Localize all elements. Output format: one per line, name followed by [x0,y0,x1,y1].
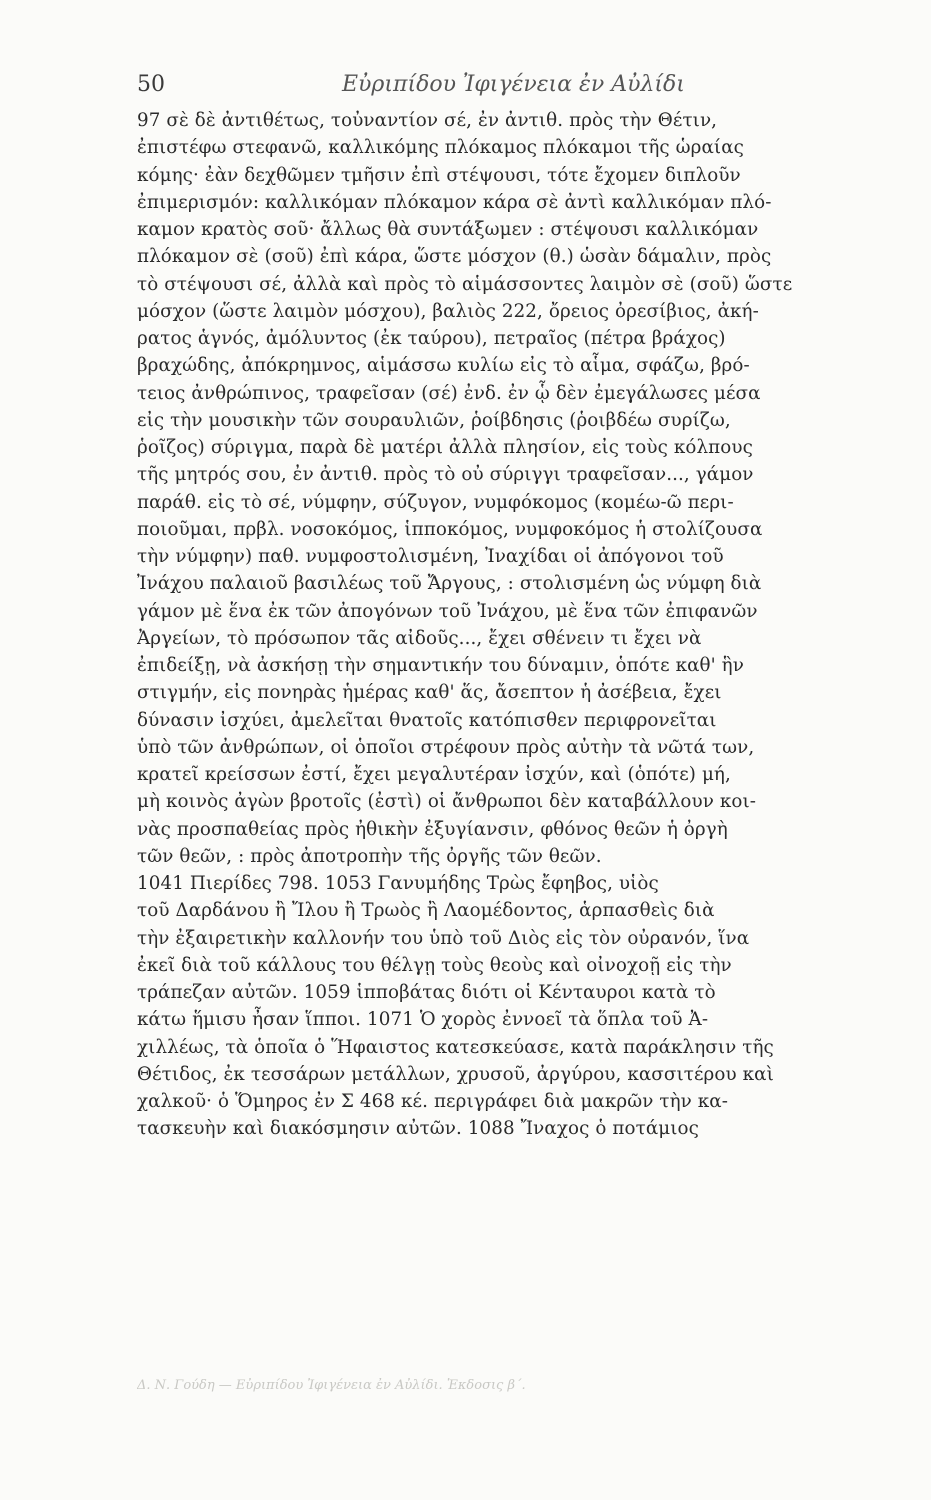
text-line: ἐπιμερισμόν: καλλικόμαν πλόκαμον κάρα σὲ ἀντὶ καλλικόμαν πλό- [137,191,772,213]
text-line: μόσχον (ὥστε λαιμὸν μόσχου), βαλιὸς 222, ὄρειος ὀρεσίβιος, ἀκή- [137,300,759,322]
text-line: τειος ἀνθρώπινος, τραφεῖσαν (σέ) ἐνδ. ἐν ᾧ δὲν ἐμεγάλωσες μέσα [137,382,761,404]
text-line: βραχώδης, ἀπόκρημνος, αἱμάσσω κυλίω εἰς τὸ αἷμα, σφάζω, βρό- [137,355,750,377]
text-line: ῥοῖζος) σύριγμα, παρὰ δὲ ματέρι ἀλλὰ πλησίον, εἰς τοὺς κόλπους [137,437,753,458]
text-line: χιλλέως, τὰ ὁποῖα ὁ Ἥφαιστος κατεσκεύασε, κατὰ παράκλησιν τῆς [137,1036,774,1058]
text-line: ἐπιστέφω στεφανῶ, καλλικόμης πλόκαμος πλόκαμοι τῆς ὡραίας [137,137,744,159]
text-line: χαλκοῦ· ὁ Ὅμηρος ἐν Σ 468 κέ. περιγράφει διὰ μακρῶν τὴν κα- [137,1091,729,1112]
running-title: Εὐριπίδου Ἰφιγένεια ἐν Αὐλίδι [342,72,685,97]
text-line: καμον κρατὸς σοῦ· ἄλλως θὰ συντάξωμεν : στέψουσι καλλικόμαν [137,219,759,240]
text-line: 97 σὲ δὲ ἀντιθέτως, τοὐναντίον σέ, ἐν ἀντιθ. πρὸς τὴν Θέτιν, [137,110,718,131]
text-line: Θέτιδος, ἐκ τεσσάρων μετάλλων, χρυσοῦ, ἀργύρου, κασσιτέρου καὶ [137,1063,774,1085]
text-line: τὸ στέψουσι σέ, ἀλλὰ καὶ πρὸς τὸ αἱμάσσοντες λαιμὸν σὲ (σοῦ) ὥστε [137,273,793,295]
text-line: κάτω ἥμισυ ἦσαν ἵπποι. 1071 Ὁ χορὸς ἐννοεῖ τὰ ὅπλα τοῦ Ἀ- [137,1009,709,1031]
bleed-through-text: Δ. Ν. Γούδη — Εὐριπίδου Ἰφιγένεια ἐν Αὐλίδι. Ἐκδοσις β΄. [137,1378,526,1393]
text-line: κρατεῖ κρείσσων ἐστί, ἔχει μεγαλυτέραν ἰσχύν, καὶ (ὁπότε) μή, [137,764,731,785]
text-line: ποιοῦμαι, πρβλ. νοσοκόμος, ἱπποκόμος, νυμφοκόμος ἡ στολίζουσα [137,518,763,540]
text-line: νὰς προσπαθείας πρὸς ἠθικὴν ἐξυγίανσιν, φθόνος θεῶν ἡ ὀργὴ [137,818,728,840]
text-line: Ἀργείων, τὸ πρόσωπον τᾶς αἰδοῦς..., ἔχει σθένειν τι ἔχει νὰ [137,627,702,649]
text-line: μὴ κοινὸς ἀγὼν βροτοῖς (ἐστὶ) οἱ ἄνθρωποι δὲν καταβάλλουν κοι- [137,791,757,813]
text-line: ἐκεῖ διὰ τοῦ κάλλους του θέλγῃ τοὺς θεοὺς καὶ οἰνοχοῇ εἰς τὴν [137,954,732,976]
text-line: παράθ. εἰς τὸ σέ, νύμφην, σύζυγον, νυμφόκομος (κομέω-ῶ περι- [137,491,734,513]
text-line: τασκευὴν καὶ διακόσμησιν αὐτῶν. 1088 Ἴναχος ὁ ποτάμιος [137,1118,699,1140]
text-line: ἐπιδείξῃ, νὰ ἀσκήσῃ τὴν σημαντικήν του δύναμιν, ὁπότε καθ' ἣν [137,655,744,676]
text-line: κόμης· ἐὰν δεχθῶμεν τμῆσιν ἐπὶ στέψουσι, τότε ἔχομεν διπλοῦν [137,164,741,186]
text-line: εἰς τὴν μουσικὴν τῶν σουραυλιῶν, ῥοίβδησις (ῥοιβδέω συρίζω, [137,409,731,431]
text-line: τῆς μητρός σου, ἐν ἀντιθ. πρὸς τὸ οὐ σύριγγι τραφεῖσαν..., γάμον [137,464,754,486]
page-header [137,60,851,100]
text-line: τὴν νύμφην) παθ. νυμφοστολισμένη, Ἰναχίδαι οἱ ἀπόγονοι τοῦ [137,546,724,567]
text-line: τοῦ Δαρδάνου ἢ Ἴλου ἢ Τρωὸς ἢ Λαομέδοντος, ἁρπασθεὶς διὰ [137,900,715,922]
page-number: 50 [137,72,165,97]
commentary-text [137,107,877,1143]
text-line: τὴν ἐξαιρετικὴν καλλονήν του ὑπὸ τοῦ Διὸς εἰς τὸν οὐρανόν, ἵνα [137,927,750,949]
text-line: ρατος ἁγνός, ἀμόλυντος (ἐκ ταύρου), πετραῖος (πέτρα βράχος) [137,328,726,349]
text-line: δύνασιν ἰσχύει, ἀμελεῖται θνατοῖς κατόπισθεν περιφρονεῖται [137,709,717,731]
text-line: γάμον μὲ ἕνα ἐκ τῶν ἀπογόνων τοῦ Ἰνάχου, μὲ ἕνα τῶν ἐπιφανῶν [137,600,758,622]
text-line: πλόκαμον σὲ (σοῦ) ἐπὶ κάρα, ὥστε μόσχον (θ.) ὡσὰν δάμαλιν, πρὸς [137,246,772,268]
text-line: στιγμήν, εἰς πονηρὰς ἡμέρας καθ' ἅς, ἄσεπτον ἡ ἀσέβεια, ἔχει [137,682,722,704]
text-line: ὑπὸ τῶν ἀνθρώπων, οἱ ὁποῖοι στρέφουν πρὸς αὐτὴν τὰ νῶτά των, [137,736,755,758]
text-line: τράπεζαν αὐτῶν. 1059 ἱπποβάτας διότι οἱ Κένταυροι κατὰ τὸ [137,982,716,1003]
text-line: τῶν θεῶν, : πρὸς ἀποτροπὴν τῆς ὀργῆς τῶν θεῶν. [137,845,602,867]
text-line: 1041 Πιερίδες 798. 1053 Γανυμήδης Τρὼς ἔφηβος, υἱὸς [137,873,659,894]
text-line: Ἰνάχου παλαιοῦ βασιλέως τοῦ Ἄργους, : στολισμένη ὡς νύμφη διὰ [137,573,762,595]
